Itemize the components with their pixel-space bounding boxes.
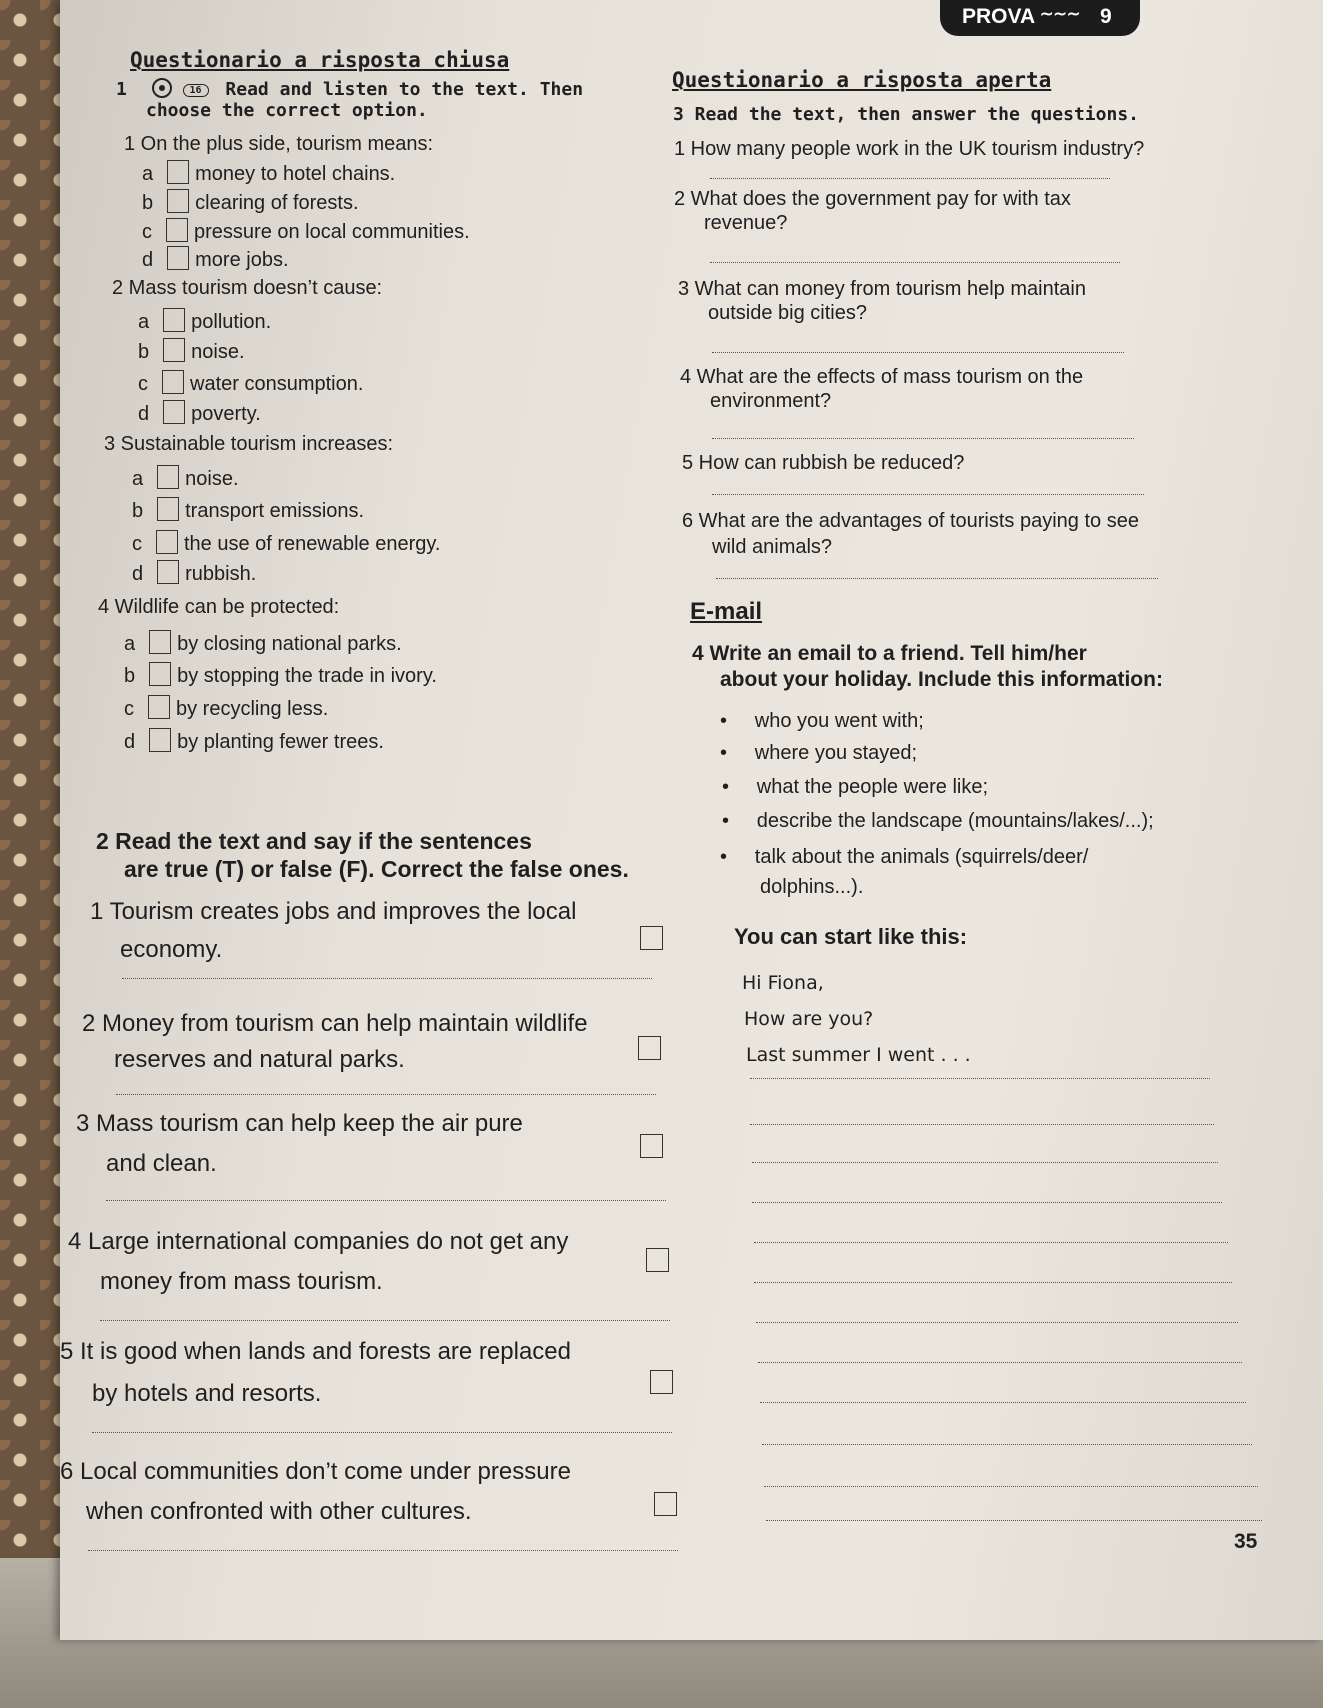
option-letter: a bbox=[142, 163, 154, 185]
open-heading: Questionario a risposta aperta bbox=[672, 68, 1052, 92]
prova-banner bbox=[940, 0, 1140, 36]
email-sample-line3: Last summer I went . . . bbox=[746, 1044, 971, 1066]
answer-line[interactable] bbox=[712, 438, 1134, 439]
email-writing-line[interactable] bbox=[766, 1520, 1262, 1521]
checkbox[interactable] bbox=[162, 370, 184, 394]
option-text: by closing national parks. bbox=[177, 633, 402, 655]
wave-icon: ∼∼∼ bbox=[1040, 6, 1081, 23]
ex1-q2-option-c[interactable] bbox=[138, 370, 363, 396]
ex3-instruction: 3 Read the text, then answer the questions. bbox=[673, 104, 1139, 125]
checkbox[interactable] bbox=[149, 728, 171, 752]
email-heading: E-mail bbox=[690, 598, 763, 625]
checkbox[interactable] bbox=[167, 246, 189, 270]
ex1-q2-option-d[interactable] bbox=[138, 400, 261, 426]
option-letter: b bbox=[138, 341, 150, 363]
tf-item-3-checkbox[interactable] bbox=[640, 1134, 663, 1158]
tf-item-2-line2: reserves and natural parks. bbox=[114, 1046, 405, 1073]
option-text: the use of renewable energy. bbox=[184, 533, 441, 555]
checkbox[interactable] bbox=[163, 308, 185, 332]
tf-item-1-line1: 1 Tourism creates jobs and improves the local bbox=[90, 898, 577, 925]
ex1-instruction-line1 bbox=[116, 78, 583, 100]
ex3-q2-line1: 2 What does the government pay for with tax bbox=[674, 188, 1071, 210]
checkbox[interactable] bbox=[149, 630, 171, 654]
email-bullet-2: • where you stayed; bbox=[720, 742, 918, 764]
option-letter: b bbox=[132, 500, 144, 522]
ex2-instruction-line2: are true (T) or false (F). Correct the false ones. bbox=[124, 856, 629, 882]
option-letter: a bbox=[132, 468, 144, 490]
checkbox[interactable] bbox=[167, 189, 189, 213]
tf-item-1-line2: economy. bbox=[120, 936, 223, 963]
option-letter: c bbox=[138, 373, 148, 395]
worksheet-page bbox=[60, 0, 1323, 1640]
ex3-q4-line1: 4 What are the effects of mass tourism on the bbox=[680, 366, 1084, 388]
checkbox[interactable] bbox=[156, 530, 178, 554]
option-text: by planting fewer trees. bbox=[177, 731, 384, 753]
tf-item-6-line2: when confronted with other cultures. bbox=[86, 1498, 472, 1525]
ex1-q4-option-a[interactable] bbox=[124, 630, 402, 656]
option-letter: a bbox=[124, 633, 136, 655]
prova-number: 9 bbox=[1100, 5, 1112, 28]
ex1-q4-stem: 4 Wildlife can be protected: bbox=[98, 596, 340, 618]
ex3-q5: 5 How can rubbish be reduced? bbox=[682, 452, 965, 474]
track-badge: 16 bbox=[183, 84, 209, 97]
option-text: water consumption. bbox=[190, 373, 364, 395]
email-bullet-5: • talk about the animals (squirrels/deer/ bbox=[720, 846, 1089, 868]
option-letter: d bbox=[142, 249, 154, 271]
option-text: pressure on local communities. bbox=[194, 221, 470, 243]
ex1-q1-option-c[interactable] bbox=[142, 218, 470, 244]
answer-line[interactable] bbox=[92, 1432, 672, 1433]
checkbox[interactable] bbox=[157, 497, 179, 521]
ex3-q3-line2: outside big cities? bbox=[708, 302, 867, 324]
ex1-q4-option-b[interactable] bbox=[124, 662, 437, 688]
ex1-q3-stem: 3 Sustainable tourism increases: bbox=[104, 433, 394, 455]
option-text: more jobs. bbox=[195, 249, 289, 271]
answer-line[interactable] bbox=[716, 578, 1158, 579]
checkbox[interactable] bbox=[148, 695, 170, 719]
ex3-q6-line2: wild animals? bbox=[712, 536, 833, 558]
option-letter: d bbox=[138, 403, 150, 425]
bullet-text: what the people were like; bbox=[756, 776, 989, 798]
email-sample-line2: How are you? bbox=[744, 1008, 874, 1030]
answer-line[interactable] bbox=[712, 494, 1144, 495]
option-letter: c bbox=[142, 221, 152, 243]
tf-item-2-line1: 2 Money from tourism can help maintain wildlife bbox=[82, 1010, 588, 1037]
option-text: money to hotel chains. bbox=[195, 163, 396, 185]
option-text: noise. bbox=[185, 468, 239, 490]
ex1-q2-option-b[interactable] bbox=[138, 338, 245, 364]
option-text: transport emissions. bbox=[185, 500, 365, 522]
tf-item-3-line2: and clean. bbox=[106, 1150, 217, 1177]
audio-cd-icon bbox=[152, 78, 172, 98]
bullet-text: who you went with; bbox=[754, 710, 924, 732]
option-text: by stopping the trade in ivory. bbox=[177, 665, 437, 687]
tf-item-6-checkbox[interactable] bbox=[654, 1492, 677, 1516]
ex1-q3-option-d[interactable] bbox=[132, 560, 256, 586]
email-writing-line[interactable] bbox=[756, 1322, 1238, 1323]
option-letter: b bbox=[124, 665, 136, 687]
closed-heading: Questionario a risposta chiusa bbox=[130, 48, 510, 72]
option-letter: a bbox=[138, 311, 150, 333]
email-bullet-1: • who you went with; bbox=[720, 710, 924, 732]
bullet-text: describe the landscape (mountains/lakes/...); bbox=[756, 810, 1154, 832]
ex3-q2-line2: revenue? bbox=[704, 212, 788, 234]
answer-line[interactable] bbox=[710, 262, 1120, 263]
tf-item-6-line1: 6 Local communities don’t come under pressure bbox=[60, 1458, 571, 1485]
ex1-number: 1 bbox=[116, 79, 127, 100]
option-text: clearing of forests. bbox=[195, 192, 359, 214]
answer-line[interactable] bbox=[100, 1320, 670, 1321]
email-bullet-4: • describe the landscape (mountains/lakes/...); bbox=[722, 810, 1154, 832]
ex3-q3-line1: 3 What can money from tourism help maintain bbox=[678, 278, 1086, 300]
ex2-instruction-line1: 2 Read the text and say if the sentences bbox=[96, 828, 532, 854]
answer-line[interactable] bbox=[116, 1094, 656, 1095]
ex1-q1-option-d[interactable] bbox=[142, 246, 289, 272]
option-text: by recycling less. bbox=[176, 698, 329, 720]
tf-item-2-checkbox[interactable] bbox=[638, 1036, 661, 1060]
page-number: 35 bbox=[1234, 1530, 1258, 1553]
option-letter: d bbox=[124, 731, 136, 753]
email-writing-line[interactable] bbox=[750, 1078, 1210, 1079]
ex1-q3-option-a[interactable] bbox=[132, 465, 239, 491]
checkbox[interactable] bbox=[163, 400, 185, 424]
ex1-q2-option-a[interactable] bbox=[138, 308, 271, 334]
email-instruction-line1: 4 Write an email to a friend. Tell him/her bbox=[692, 642, 1087, 665]
tf-item-1-checkbox[interactable] bbox=[640, 926, 663, 950]
tf-item-5-line1: 5 It is good when lands and forests are replaced bbox=[60, 1338, 571, 1365]
ex1-q1-stem: 1 On the plus side, tourism means: bbox=[124, 133, 434, 155]
tf-item-4-line1: 4 Large international companies do not get any bbox=[68, 1228, 569, 1255]
tf-item-5-checkbox[interactable] bbox=[650, 1370, 673, 1394]
tf-item-3-line1: 3 Mass tourism can help keep the air pure bbox=[76, 1110, 523, 1137]
tf-item-5-line2: by hotels and resorts. bbox=[92, 1380, 322, 1407]
ex3-q4-line2: environment? bbox=[710, 390, 832, 412]
email-writing-line[interactable] bbox=[752, 1162, 1218, 1163]
ex1-q1-option-b[interactable] bbox=[142, 189, 359, 215]
option-text: rubbish. bbox=[185, 563, 257, 585]
answer-line[interactable] bbox=[106, 1200, 666, 1201]
option-text: poverty. bbox=[191, 403, 261, 425]
email-writing-line[interactable] bbox=[762, 1444, 1252, 1445]
email-instruction-line2: about your holiday. Include this information: bbox=[720, 668, 1163, 691]
option-letter: c bbox=[132, 533, 142, 555]
ex1-instruction-line2: choose the correct option. bbox=[146, 100, 428, 121]
email-writing-line[interactable] bbox=[754, 1282, 1232, 1283]
tf-item-4-line2: money from mass tourism. bbox=[100, 1268, 383, 1295]
email-bullet-3: • what the people were like; bbox=[722, 776, 989, 798]
email-writing-line[interactable] bbox=[764, 1486, 1258, 1487]
tf-item-4-checkbox[interactable] bbox=[646, 1248, 669, 1272]
ex1-q2-stem: 2 Mass tourism doesn’t cause: bbox=[112, 277, 383, 299]
ex1-q4-option-c[interactable] bbox=[124, 695, 328, 721]
bullet-text: where you stayed; bbox=[754, 742, 918, 764]
ex1-q1-option-a[interactable] bbox=[142, 160, 395, 186]
checkbox[interactable] bbox=[166, 218, 188, 242]
checkbox[interactable] bbox=[163, 338, 185, 362]
checkbox[interactable] bbox=[157, 560, 179, 584]
email-writing-line[interactable] bbox=[750, 1124, 1214, 1125]
answer-line[interactable] bbox=[88, 1550, 678, 1551]
ex1-q4-option-d[interactable] bbox=[124, 728, 384, 754]
option-letter: c bbox=[124, 698, 134, 720]
bullet-text: talk about the animals (squirrels/deer/ bbox=[754, 846, 1089, 868]
email-writing-line[interactable] bbox=[754, 1242, 1228, 1243]
option-text: pollution. bbox=[191, 311, 272, 333]
email-writing-line[interactable] bbox=[758, 1362, 1242, 1363]
ex3-q1: 1 How many people work in the UK tourism industry? bbox=[674, 138, 1145, 160]
checkbox[interactable] bbox=[167, 160, 189, 184]
option-text: noise. bbox=[191, 341, 245, 363]
checkbox[interactable] bbox=[157, 465, 179, 489]
option-letter: d bbox=[132, 563, 144, 585]
answer-line[interactable] bbox=[710, 178, 1110, 179]
email-sample-line1: Hi Fiona, bbox=[742, 972, 824, 994]
email-bullet-5-continued: dolphins...). bbox=[760, 876, 864, 898]
answer-line[interactable] bbox=[122, 978, 652, 979]
ex1-q3-option-b[interactable] bbox=[132, 497, 364, 523]
prova-title: PROVA bbox=[962, 5, 1036, 28]
email-start-label: You can start like this: bbox=[734, 924, 968, 949]
answer-line[interactable] bbox=[712, 352, 1124, 353]
ex3-q6-line1: 6 What are the advantages of tourists paying to see bbox=[682, 510, 1139, 532]
email-writing-line[interactable] bbox=[760, 1402, 1246, 1403]
ex1-instruction-text: Read and listen to the text. Then bbox=[225, 79, 584, 100]
email-writing-line[interactable] bbox=[752, 1202, 1222, 1203]
option-letter: b bbox=[142, 192, 154, 214]
checkbox[interactable] bbox=[149, 662, 171, 686]
ex1-q3-option-c[interactable] bbox=[132, 530, 440, 556]
